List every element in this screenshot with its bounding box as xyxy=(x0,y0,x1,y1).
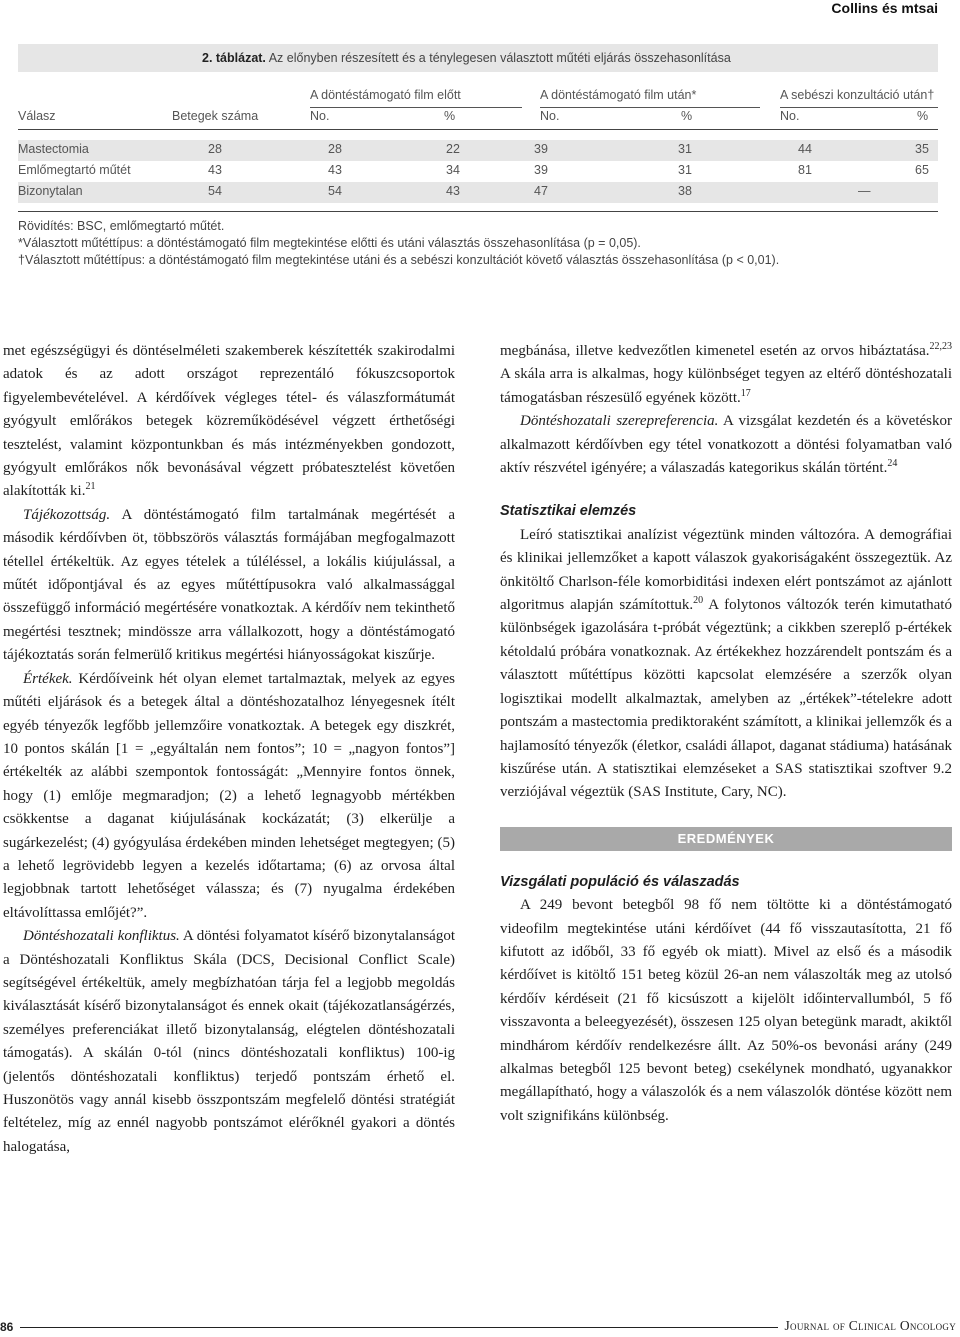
journal-name: Journal of Clinical Oncology xyxy=(778,1318,956,1334)
cell-patients: 54 xyxy=(208,184,222,198)
cell-before-no: 28 xyxy=(328,142,342,156)
cell-consult-no: — xyxy=(858,184,871,198)
table-row xyxy=(18,140,938,161)
col-consult-no: No. xyxy=(780,109,800,123)
footnote-star: *Választott műtéttípus: a döntéstámogató film megtekintése előtti és utáni választás összehasonlítása (p = 0,05). xyxy=(18,236,641,250)
table-footnotes xyxy=(18,218,938,269)
cell-after-no: 39 xyxy=(534,163,548,177)
col-before-pct: % xyxy=(444,109,456,123)
col-answer: Válasz xyxy=(18,109,56,123)
col-after-pct: % xyxy=(681,109,693,123)
table-bottom-rule xyxy=(18,211,938,212)
paragraph: Döntéshozatali szerepreferencia. A vizsgálat kezdetén és a követéskor alkalmazott kérdőívben egy tétel vonatkozott a döntési folyamatban való aktív részvétel igényére; a válaszadás kategorikus skálán történt.$^{24}$ xyxy=(500,413,952,477)
page-footer xyxy=(0,1315,960,1337)
cell-patients: 43 xyxy=(208,163,222,177)
table-group-header xyxy=(18,86,938,107)
paragraph: Leíró statisztikai analízist végeztünk minden változóra. A demográfiai és klinikai jellemzőket a kapott válaszok gyakoriságaként összegeztük. Az önkitöltő Charlson-féle komorbiditási indexen elért pontszámot az ajánlott algoritmus alapján számítottuk.$^{20}$ A folytonos változók terén kimutatható különbségek igazolására t-próbát végeztünk; a cikkben szereplő p-értékek kétoldalú próbára vonatkoznak. Az értékekhez hozzárendelt pontszám és a választott műtéttípus közötti kapcsolat elemzésére a szerzők olyan logisztikai modellt alkalmaztak, amelyben az „értékek”-tételekre adott pontszám a mastectomia prediktoraként számított, a klinikai jellemzők és a hajlamosító tényezők (életkor, családi állapot, daganat stádiuma) hatásának kiszűrése után. A statisztikai elemzéseket a SAS statisztikai szoftver 9.2 verziójával végeztük (SAS Institute, Cary, NC). xyxy=(500,526,952,801)
paragraph: Tájékozottság. A döntéstámogató film tartalmának megértését a második kérdőívben öt, többszörös választás formájában megfogalmazott tétellel értékeltük. Az egyes tételek a túléléssel, a lokális kiújulással, a műtét időpontjával és az egyes műtéttípusokra való alkalmassággal összefüggő információ megértésére vonatkoztak. A kérdőív nem tekinthető megértési tesztnek; mindössze arra vállalkozott, hogy a döntéstámogató tájékoztatás során felmerülő kritikus megértési hiányosságokat kiszűrje. xyxy=(3,506,455,664)
left-column xyxy=(3,340,455,1159)
run-in-heading: Döntéshozatali szerepreferencia. xyxy=(520,413,719,430)
results-banner: EREDMÉNYEK xyxy=(500,827,952,851)
section-heading-population: Vizsgálati populáció és válaszadás xyxy=(500,873,740,890)
right-column xyxy=(500,340,952,1128)
paragraph: Döntéshozatali konfliktus. A döntési folyamatot kísérő bizonytalanságot a Döntéshozatali Konfliktus Skála (DCS, Decisional Conflict Scale) segítségével értékeltük, amely megbízhatóan tárja fel a legjobb megoldás kiválasztását kísérő bizonytalanságot és ennek okait (tájékozatlanságérzés, személyes preferenciákat illető bizonytalanság, elégtelen döntéshozatali támogatás). A skálán 0-tól (nincs döntéshozatali konfliktus) 100-ig (jelentős döntéshozatali konfliktus) terjedő pontszám érhető el. Huszonötös vagy annál kisebb összpontszám megfelelő döntési stratégiát feltételez, míg az ennél nagyobb pontszámot elérőknél gyakori a döntés halogatása, xyxy=(3,928,455,1155)
run-in-heading: Tájékozottság. xyxy=(23,506,111,523)
table-row xyxy=(18,161,938,182)
paragraph: megbánása, illetve kedvezőtlen kimenetel esetén az orvos hibáztatása.$^{22,23}$ A skála arra is alkalmas, hogy különbséget tegyen az eltérő döntéshozatali támogatásban részesülő egyének között.$^{17}$ xyxy=(500,341,952,406)
cell-before-pct: 34 xyxy=(446,163,460,177)
cell-consult-pct: 65 xyxy=(915,163,929,177)
cell-answer: Mastectomia xyxy=(18,142,89,156)
cell-consult-pct: 35 xyxy=(915,142,929,156)
cell-after-no: 47 xyxy=(534,184,548,198)
col-consult-pct: % xyxy=(917,109,929,123)
cell-after-pct: 31 xyxy=(678,163,692,177)
cell-answer: Bizonytalan xyxy=(18,184,83,198)
table-column-header xyxy=(18,107,938,130)
group-before-film: A döntéstámogató film előtt xyxy=(310,88,461,102)
run-in-heading: Értékek. xyxy=(23,670,73,687)
group-after-film: A döntéstámogató film után* xyxy=(540,88,697,102)
paragraph: met egészségügyi és döntéselméleti szakemberek készítették szakirodalmi adatok és az adott országot reprezentáló fókuszcsoportok figyelembevételével. A kérdőívek végleges tétel- és válaszformátumát gyógyult emlőrákos betegek közreműködésével végzett érthetőségi tesztelést, valamint központunkban és más intézményekben gondozott, gyógyult emlőrákos nők bevonásával végzett próbatesztelést követően alakították ki.$^{21}$ xyxy=(3,343,455,500)
cell-patients: 28 xyxy=(208,142,222,156)
cell-after-no: 39 xyxy=(534,142,548,156)
col-after-no: No. xyxy=(540,109,560,123)
col-patients: Betegek száma xyxy=(172,109,259,123)
cell-answer: Emlőmegtartó műtét xyxy=(18,163,131,177)
cell-after-pct: 38 xyxy=(678,184,692,198)
page-number: 86 xyxy=(0,1320,14,1334)
cell-consult-no: 81 xyxy=(798,163,812,177)
table-caption-label: 2. táblázat. xyxy=(202,51,266,65)
cell-before-pct: 43 xyxy=(446,184,460,198)
cell-before-no: 43 xyxy=(328,163,342,177)
cell-before-no: 54 xyxy=(328,184,342,198)
paragraph: A 249 bevont betegből 98 fő nem töltötte ki a döntéstámogató videofilm megtekintése utáni kérdőívet (44 fő visszautasította, 21 fő kifutott az időből, 33 fő egyéb ok miatt). Mivel az első és a második kérdőívet is kitöltő 151 beteg közül 26-an nem válaszolták meg az utolsó kérdőív kérdéseit (21 fő kicsúszott a kijelölt időintervallumból, 5 fő visszavonta a beleegyezését), összesen 125 olyan betegünk maradt, akiktől mindhárom kérdőív rendelkezésre állt. Az 50%-os bevonási arány (249 alkalmas betegből 125 bevont beteg) csekélynek mondható, ugyanakkor megállapítható, hogy a válaszolók és a nem válaszolók döntése között nem volt szignifikáns különbség. xyxy=(500,897,952,1124)
comparison-table xyxy=(18,44,938,269)
paragraph: Értékek. Kérdőíveink hét olyan elemet tartalmaztak, melyek az egyes műtéti eljárások és a betegek által a döntéshozatalhoz lényegesnek ítélt egyéb tényezők legfőbb jellemzőire vonatkoztak. A betegek egy diszkrét, 10 pontos skálán [1 = „egyáltalán nem fontos”; 10 = „nagyon fontos”] értékelték az alábbi szempontok fontosságát: „Mennyire fontos önnek, hogy (1) emlője megmaradjon; (2) a lehető legnagyobb mértékben csökkentse a daganat kiújulásának kockázatát; (3) elkerülje a sugárkezelést; (4) gyógyulása érdekében minden lehetséget megtegyen; (5) a lehető legrövidebb legyen a kezelés időtartama; (6) az orvosa által legjobbnak tartott lehetőséget válassza; és (7) nyugalma érdekében eltávolíttassa emlőjét?”. xyxy=(3,670,455,921)
run-in-heading: Döntéshozatali konfliktus. xyxy=(23,928,180,945)
table-caption-text: Az előnyben részesített és a ténylegesen választott műtéti eljárás összehasonlítása xyxy=(268,51,731,65)
running-head: Collins és mtsai xyxy=(831,0,938,16)
cell-before-pct: 22 xyxy=(446,142,460,156)
cell-consult-no: 44 xyxy=(798,142,812,156)
table-caption xyxy=(18,44,938,72)
section-heading-statistics: Statisztikai elemzés xyxy=(500,503,637,520)
col-before-no: No. xyxy=(310,109,330,123)
footnote-abbrev: Rövidítés: BSC, emlőmegtartó műtét. xyxy=(18,219,225,233)
cell-after-pct: 31 xyxy=(678,142,692,156)
table-row xyxy=(18,182,938,203)
footnote-dagger: †Választott műtéttípus: a döntéstámogató film megtekintése utáni és a sebészi konzultációt követő választás összehasonlítása (p < 0,01). xyxy=(18,253,780,267)
group-after-consult: A sebészi konzultáció után† xyxy=(780,88,935,102)
